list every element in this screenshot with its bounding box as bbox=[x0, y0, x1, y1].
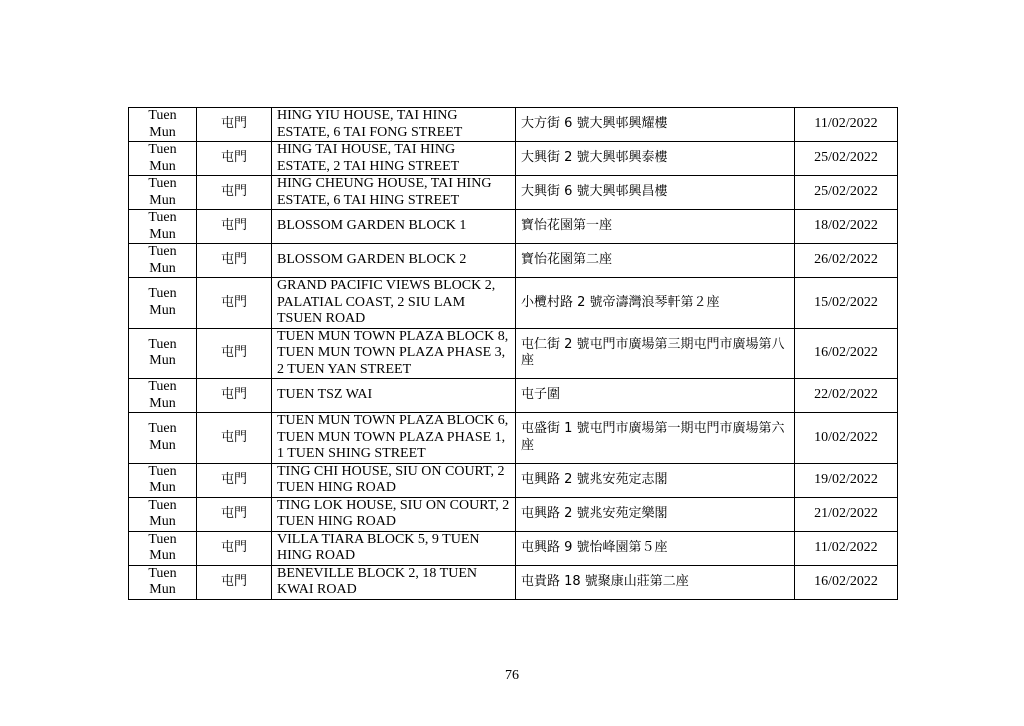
district-zh-cell: 屯門 bbox=[197, 531, 272, 565]
table-row bbox=[129, 531, 898, 565]
district-zh-cell: 屯門 bbox=[197, 108, 272, 142]
address-en-cell: TING LOK HOUSE, SIU ON COURT, 2 TUEN HING ROAD bbox=[272, 497, 516, 531]
address-zh-cell: 寶怡花園第二座 bbox=[516, 244, 795, 278]
district-en-cell: Tuen Mun bbox=[129, 413, 197, 464]
district-en-cell: Tuen Mun bbox=[129, 497, 197, 531]
district-zh-cell: 屯門 bbox=[197, 413, 272, 464]
address-zh-cell: 屯興路 2 號兆安苑定樂閣 bbox=[516, 497, 795, 531]
date-cell: 26/02/2022 bbox=[795, 244, 898, 278]
date-cell: 16/02/2022 bbox=[795, 565, 898, 599]
district-zh-cell: 屯門 bbox=[197, 142, 272, 176]
district-zh-cell: 屯門 bbox=[197, 379, 272, 413]
date-cell: 11/02/2022 bbox=[795, 531, 898, 565]
date-cell: 22/02/2022 bbox=[795, 379, 898, 413]
date-cell: 11/02/2022 bbox=[795, 108, 898, 142]
address-en-cell: HING YIU HOUSE, TAI HING ESTATE, 6 TAI FONG STREET bbox=[272, 108, 516, 142]
table-body bbox=[129, 108, 898, 600]
district-en-cell: Tuen Mun bbox=[129, 278, 197, 329]
district-en-cell: Tuen Mun bbox=[129, 565, 197, 599]
district-en-cell: Tuen Mun bbox=[129, 244, 197, 278]
district-en-cell: Tuen Mun bbox=[129, 379, 197, 413]
address-en-cell: BENEVILLE BLOCK 2, 18 TUEN KWAI ROAD bbox=[272, 565, 516, 599]
district-zh-cell: 屯門 bbox=[197, 463, 272, 497]
district-en-cell: Tuen Mun bbox=[129, 142, 197, 176]
address-en-cell: TUEN MUN TOWN PLAZA BLOCK 6, TUEN MUN TOWN PLAZA PHASE 1, 1 TUEN SHING STREET bbox=[272, 413, 516, 464]
table-row bbox=[129, 108, 898, 142]
address-zh-cell: 大方街 6 號大興邨興耀樓 bbox=[516, 108, 795, 142]
district-zh-cell: 屯門 bbox=[197, 210, 272, 244]
address-en-cell: BLOSSOM GARDEN BLOCK 1 bbox=[272, 210, 516, 244]
address-en-cell: TUEN MUN TOWN PLAZA BLOCK 8, TUEN MUN TOWN PLAZA PHASE 3, 2 TUEN YAN STREET bbox=[272, 328, 516, 379]
date-cell: 19/02/2022 bbox=[795, 463, 898, 497]
address-en-cell: BLOSSOM GARDEN BLOCK 2 bbox=[272, 244, 516, 278]
date-cell: 21/02/2022 bbox=[795, 497, 898, 531]
date-cell: 25/02/2022 bbox=[795, 176, 898, 210]
table-row bbox=[129, 278, 898, 329]
address-zh-cell: 大興街 2 號大興邨興泰樓 bbox=[516, 142, 795, 176]
address-en-cell: HING CHEUNG HOUSE, TAI HING ESTATE, 6 TAI HING STREET bbox=[272, 176, 516, 210]
table-row bbox=[129, 244, 898, 278]
table-row bbox=[129, 463, 898, 497]
date-cell: 16/02/2022 bbox=[795, 328, 898, 379]
district-zh-cell: 屯門 bbox=[197, 244, 272, 278]
district-zh-cell: 屯門 bbox=[197, 176, 272, 210]
table-row bbox=[129, 413, 898, 464]
address-zh-cell: 大興街 6 號大興邨興昌樓 bbox=[516, 176, 795, 210]
address-en-cell: TING CHI HOUSE, SIU ON COURT, 2 TUEN HING ROAD bbox=[272, 463, 516, 497]
table-row bbox=[129, 176, 898, 210]
district-en-cell: Tuen Mun bbox=[129, 463, 197, 497]
district-en-cell: Tuen Mun bbox=[129, 531, 197, 565]
date-cell: 10/02/2022 bbox=[795, 413, 898, 464]
table-row bbox=[129, 210, 898, 244]
address-en-cell: GRAND PACIFIC VIEWS BLOCK 2, PALATIAL COAST, 2 SIU LAM TSUEN ROAD bbox=[272, 278, 516, 329]
district-zh-cell: 屯門 bbox=[197, 278, 272, 329]
district-en-cell: Tuen Mun bbox=[129, 328, 197, 379]
date-cell: 25/02/2022 bbox=[795, 142, 898, 176]
building-list-table bbox=[128, 107, 898, 600]
district-zh-cell: 屯門 bbox=[197, 565, 272, 599]
district-zh-cell: 屯門 bbox=[197, 328, 272, 379]
table-row bbox=[129, 328, 898, 379]
table-row bbox=[129, 565, 898, 599]
district-en-cell: Tuen Mun bbox=[129, 210, 197, 244]
address-zh-cell: 小欖村路 2 號帝濤灣浪琴軒第２座 bbox=[516, 278, 795, 329]
address-zh-cell: 屯興路 2 號兆安苑定志閣 bbox=[516, 463, 795, 497]
address-en-cell: HING TAI HOUSE, TAI HING ESTATE, 2 TAI HING STREET bbox=[272, 142, 516, 176]
address-zh-cell: 屯子圍 bbox=[516, 379, 795, 413]
address-zh-cell: 屯貴路 18 號聚康山莊第二座 bbox=[516, 565, 795, 599]
date-cell: 18/02/2022 bbox=[795, 210, 898, 244]
address-en-cell: TUEN TSZ WAI bbox=[272, 379, 516, 413]
address-zh-cell: 屯興路 9 號怡峰園第５座 bbox=[516, 531, 795, 565]
district-zh-cell: 屯門 bbox=[197, 497, 272, 531]
district-en-cell: Tuen Mun bbox=[129, 176, 197, 210]
address-zh-cell: 屯盛街 1 號屯門市廣場第一期屯門市廣場第六座 bbox=[516, 413, 795, 464]
address-zh-cell: 屯仁街 2 號屯門市廣場第三期屯門市廣場第八座 bbox=[516, 328, 795, 379]
table-row bbox=[129, 379, 898, 413]
address-zh-cell: 寶怡花園第一座 bbox=[516, 210, 795, 244]
address-en-cell: VILLA TIARA BLOCK 5, 9 TUEN HING ROAD bbox=[272, 531, 516, 565]
table-row bbox=[129, 142, 898, 176]
district-en-cell: Tuen Mun bbox=[129, 108, 197, 142]
date-cell: 15/02/2022 bbox=[795, 278, 898, 329]
table-row bbox=[129, 497, 898, 531]
page-number: 76 bbox=[505, 668, 519, 683]
